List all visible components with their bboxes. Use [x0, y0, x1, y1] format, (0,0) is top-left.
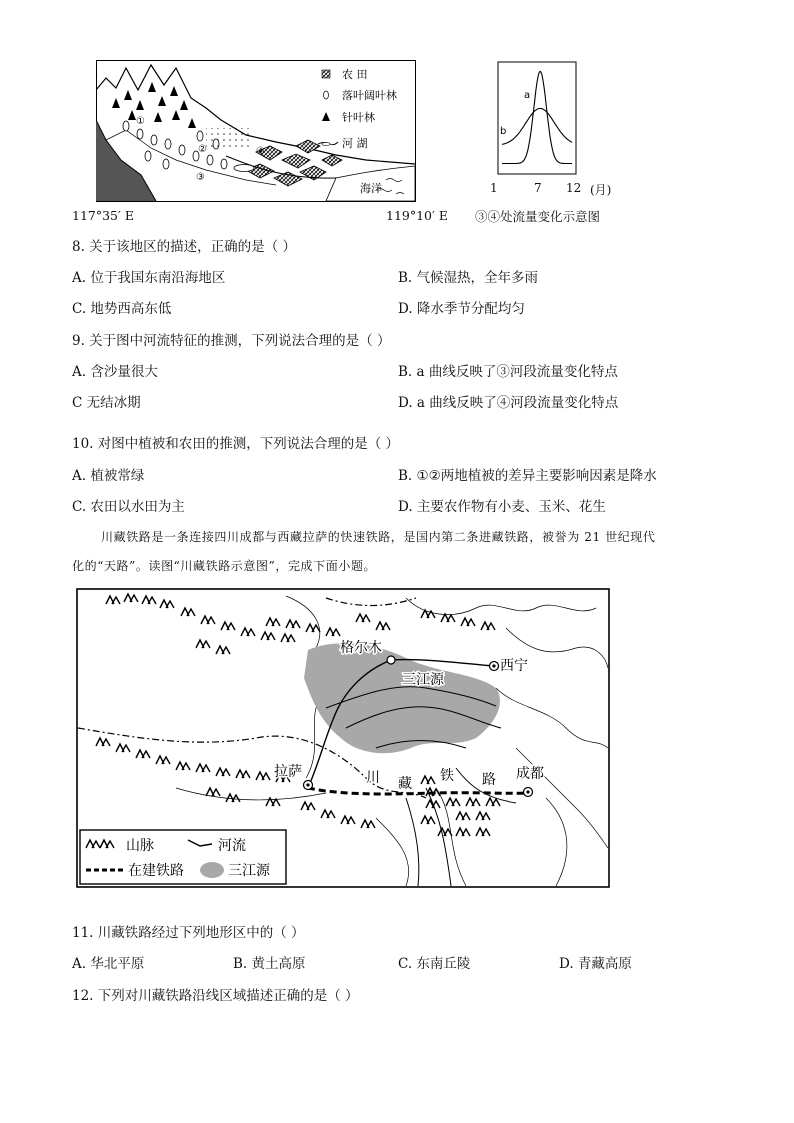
q10-option-a: A. 植被常绿: [72, 468, 145, 484]
q9-option-a: A. 含沙量很大: [72, 364, 158, 380]
marker-3: ③: [196, 172, 205, 183]
label-golmud: 格尔木: [340, 640, 382, 656]
legend-mountain: 山脉: [126, 838, 154, 854]
flow-chart-caption: ③④处流量变化示意图: [475, 209, 601, 224]
legend-railway: 在建铁路: [128, 863, 184, 879]
legend-conifer: 针叶林: [342, 111, 375, 124]
q11-option-c: C. 东南丘陵: [398, 956, 471, 972]
ocean-label: 海洋: [360, 182, 382, 195]
passage-line-2: 化的“天路”。读图“川藏铁路示意图”，完成下面小题。: [72, 559, 377, 573]
q9-option-d: D. a 曲线反映了④河段流量变化特点: [398, 395, 619, 411]
q9-stem: 9. 关于图中河流特征的推测，下列说法合理的是（ ）: [72, 333, 391, 349]
label-tie: 铁: [440, 768, 454, 784]
marker-1: ①: [136, 116, 145, 127]
label-lhasa: 拉萨: [274, 764, 302, 780]
q10-stem: 10. 对图中植被和农田的推测，下列说法合理的是（ ）: [72, 436, 400, 452]
marker-4: ④: [256, 146, 265, 157]
coord-left: 117°35′ E: [72, 208, 134, 223]
plot-frame: [498, 62, 576, 174]
q8-option-d: D. 降水季节分配均匀: [398, 301, 525, 317]
x-unit: (月): [590, 183, 612, 197]
q8-option-c: C. 地势西高东低: [72, 301, 172, 317]
curve-b-label: b: [500, 126, 507, 137]
q8-option-a: A. 位于我国东南沿海地区: [72, 270, 226, 286]
q11-option-b: B. 黄土高原: [233, 956, 306, 972]
q12-stem: 12. 下列对川藏铁路沿线区域描述正确的是（ ）: [72, 988, 359, 1004]
q8-stem: 8. 关于该地区的描述，正确的是（ ）: [72, 239, 296, 255]
label-chengdu: 成都: [516, 766, 544, 782]
passage-line-1: 川藏铁路是一条连接四川成都与西藏拉萨的快速铁路，是国内第二条进藏铁路，被誉为 21 世纪现代: [101, 530, 656, 544]
label-xining: 西宁: [500, 658, 528, 674]
q9-option-b: B. a 曲线反映了③河段流量变化特点: [398, 364, 618, 380]
q8-option-b: B. 气候湿热，全年多雨: [398, 270, 539, 286]
flow-chart: [480, 58, 620, 188]
label-zang: 藏: [398, 776, 412, 792]
golmud-station: [387, 656, 395, 664]
map-legend: [80, 830, 286, 884]
coord-right: 119°10′ E: [386, 208, 448, 223]
legend-farmland: 农 田: [342, 68, 368, 81]
q10-option-b: B. ①②两地植被的差异主要影响因素是降水: [398, 468, 657, 484]
flow-chart-svg: [480, 58, 620, 188]
q9-option-c: C 无结冰期: [72, 395, 141, 411]
label-lu: 路: [482, 772, 496, 788]
q11-option-d: D. 青藏高原: [559, 956, 632, 972]
legend-broadleaf: 落叶阔叶林: [342, 89, 397, 102]
tick-12: 12: [566, 181, 582, 195]
tick-1: 1: [490, 181, 498, 195]
label-sanjiangyuan: 三江源: [402, 672, 444, 688]
tick-7: 7: [534, 181, 542, 195]
railway-map: [76, 588, 610, 888]
landscape-svg: [96, 60, 416, 202]
q11-option-a: A. 华北平原: [72, 956, 145, 972]
q10-option-c: C. 农田以水田为主: [72, 499, 185, 515]
legend-sanjiangyuan: 三江源: [228, 863, 270, 879]
q11-stem: 11. 川藏铁路经过下列地形区中的（ ）: [72, 925, 305, 941]
curve-a-label: a: [524, 90, 531, 101]
legend-river: 河流: [218, 838, 246, 854]
q10-option-d: D. 主要农作物有小麦、玉米、花生: [398, 499, 606, 515]
legend-river-lake: 河 湖: [342, 137, 368, 150]
marker-2: ②: [198, 144, 207, 155]
label-chuan: 川: [366, 770, 380, 786]
landscape-figure: [96, 60, 416, 202]
railway-map-svg: [76, 588, 610, 888]
